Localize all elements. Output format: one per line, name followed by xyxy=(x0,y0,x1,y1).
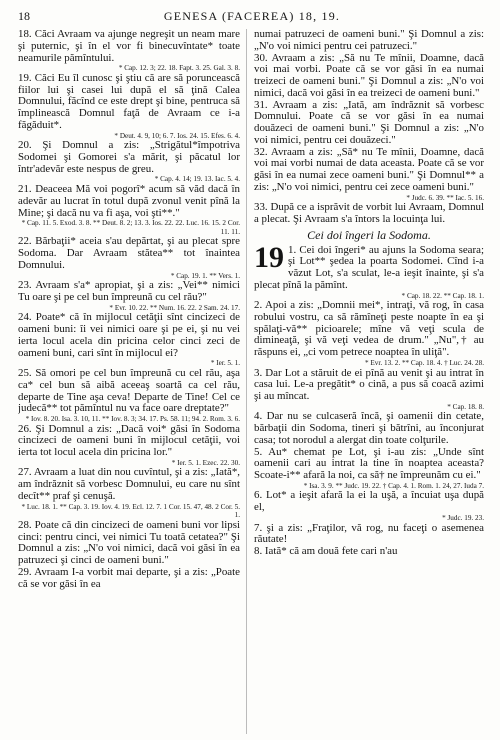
verse xyxy=(254,368,484,412)
verse-text: 32. Avraam a zis: „Să* nu Te mînii, Doamne, dacă voi mai vorbi numai de data aceasta. Poate că se vor găsi în ea numai zece oameni buni." Şi Domnul** a zis: „N'o voi nimici, pentru cei zece oameni buni." xyxy=(254,145,484,193)
verse-text: 22. Bărbaţii* aceia s'au depărtat, şi au plecat spre Sodoma. Dar Avraam stătea** tot înaintea Domnului. xyxy=(18,235,240,271)
cross-reference: * Luc. 18. 1. ** Cap. 3. 19. Iov. 4. 19. Ecl. 12. 7. 1 Cor. 15. 47, 48. 2 Cor. 5. 1. xyxy=(21,502,240,520)
verse-text: 21. Deaceea Mă voi pogorî* acum să văd dacă în adevăr au lucrat în totul după zvonul venit pînă la Mine; şi dacă nu va fi aşa, voi şti**." xyxy=(18,183,240,219)
cross-reference: * Cap. 18. 22. ** Cap. 18. 1. xyxy=(401,291,484,300)
verse xyxy=(18,520,240,567)
cross-reference: * Deut. 4. 9, 10; 6. 7. Ios. 24. 15. Efes. 6. 4. xyxy=(114,131,240,140)
verse-text: 26. Şi Domnul a zis: „Dacă voi* găsi în Sodoma cincizeci de oameni buni în mijlocul cetăţii, voi ierta tot locul acela din pricina lor." xyxy=(18,422,240,459)
running-title: GENESA (FACEREA) 18, 19. xyxy=(163,9,341,23)
chapter-19-start xyxy=(254,240,484,558)
left-column xyxy=(18,29,240,737)
chapter-number: 19 xyxy=(254,240,284,274)
verse xyxy=(254,546,484,558)
verse xyxy=(18,567,240,591)
verse-text: 4. Dar nu se culcaseră încă, şi oamenii din cetate, bărbaţii din Sodoma, tineri şi bătrîni, au înconjurat casa; tot norodul a alergat din toate colţurile. xyxy=(254,410,484,446)
section-heading: Cei doi îngeri la Sodoma. xyxy=(307,227,431,242)
verse xyxy=(18,29,240,73)
cross-reference: * Judc. 6. 39. ** Iac. 5. 16. xyxy=(406,193,484,202)
right-column-verses-ch18 xyxy=(254,29,484,226)
verse xyxy=(18,184,240,236)
verse-text: 24. Poate* că în mijlocul cetăţii sînt cincizeci de oameni buni: îi vei nimici oare şi pe ei, şi nu vei ierta locul acela din pricina celor cinci zeci de oameni buni, cari sînt în mijlocul ei? xyxy=(18,311,240,359)
verse-text: 1. Cei doi îngeri* au ajuns la Sodoma seara; şi Lot** şedea la poarta Sodomei. Cînd i-a văzut Lot, s'a sculat, le-a ieşit înainte, şi s'a plecat pînă la pămînt. xyxy=(254,243,484,291)
verse-text: 20. Şi Domnul a zis: „Strigătul*împotriva Sodomei şi Gomorei s'a mărit, şi păcatul lor într'adevăr este nespus de greu. xyxy=(18,139,240,175)
verse xyxy=(254,240,484,301)
verse xyxy=(18,424,240,468)
right-column-verses-ch19 xyxy=(254,240,484,558)
verse xyxy=(254,202,484,226)
verse-text: 28. Poate că din cincizeci de oameni buni vor lipsi cinci: pentru cinci, vei nimici Tu toată cetatea?" Şi Domnul a zis: „N'o voi nimici, dacă voi găsi în ea patruzeci şi cinci de oameni buni." xyxy=(18,518,240,567)
page-number: 18 xyxy=(18,9,30,23)
verse-text: 33. După ce a isprăvit de vorbit lui Avraam, Domnul a plecat. Şi Avraam s'a întors la locuinţa lui. xyxy=(254,201,484,225)
right-column xyxy=(254,29,484,737)
verse xyxy=(18,140,240,184)
verse xyxy=(18,368,240,424)
cross-reference: * Isa. 3. 9. ** Judc. 19. 22. † Cap. 4. 1. Rom. 1. 24, 27. Iuda 7. xyxy=(303,481,484,490)
verse-text: 8. Iată* că am două fete cari n'au xyxy=(254,545,398,558)
verse xyxy=(254,300,484,367)
verse xyxy=(254,147,484,203)
cross-reference: * Ier. 5. 1. xyxy=(210,359,240,368)
cross-reference: * Cap. 18. 8. xyxy=(447,402,484,411)
verse-text: 25. Să omori pe cel bun împreună cu cel rău, aşa ca* cel bun să aibă aceeaş soartă ca cel rău, departe de Tine aşa ceva! Departe de Tine! Cel ce judecă** tot pămîntul nu va face oare dreptate?" xyxy=(18,367,240,415)
cross-reference: * Cap. 19. 1. ** Vers. 1. xyxy=(170,271,240,280)
verse-text: 2. Apoi a zis: „Domnii mei*, intraţi, vă rog, în casa robului vostru, ca să rămîneţi peste noapte în ea şi spălaţi-vă** picioarele; mîne vă veţi scula de dimineaţă, şi vă veţi vedea de drum." „Nu",† au răspuns ei, „ci vom petrece noaptea în uliţă". xyxy=(254,299,484,359)
verse-text: 3. Dar Lot a stăruit de ei pînă au venit şi au intrat în casa lui. Le-a pregătit* o cină, a pus să coacă azimi şi au mîncat. xyxy=(254,366,484,403)
verse xyxy=(18,236,240,280)
verse xyxy=(254,411,484,446)
verse xyxy=(254,29,484,53)
verse xyxy=(18,312,240,368)
verse xyxy=(254,523,484,547)
verse-text: 29. Avraam I-a vorbit mai departe, şi a zis: „Poate că se vor găsi în ea xyxy=(18,565,240,590)
cross-reference: * Evr. 13. 2. ** Cap. 18. 4. † Luc. 24. 28. xyxy=(365,358,484,367)
cross-reference: * Ier. 5. 1. Ezec. 22. 30. xyxy=(171,458,240,467)
verse-text: 6. Lot* a ieşit afară la ei la uşă, a încuiat uşa după el, xyxy=(254,489,484,514)
column-divider xyxy=(246,29,247,734)
cross-reference: * Evr. 10. 22. ** Num. 16. 22. 2 Sam. 24. 17. xyxy=(109,303,240,312)
verse xyxy=(18,73,240,140)
verse-text: 7. şi a zis: „Fraţilor, vă rog, nu faceţi o asemenea răutate! xyxy=(254,521,484,546)
verse xyxy=(254,53,484,100)
verse xyxy=(18,467,240,519)
verse xyxy=(254,100,484,147)
verse-text: 5. Au* chemat pe Lot, şi i-au zis: „Unde sînt oamenii cari au intrat la tine în noaptea aceasta? Scoate-i** afară la noi, ca să† ne împreunăm cu ei." xyxy=(254,445,484,482)
verse-text: 31. Avraam a zis: „Iată, am îndrăznit să vorbesc Domnului. Poate că se vor găsi în ea numai douăzeci de oameni buni." Şi Domnul a zis: „N'o voi nimici, pentru cei douăzeci." xyxy=(254,98,484,146)
verse-text: 23. Avraam s'a* apropiat, şi a zis: „Vei** nimici Tu oare şi pe cel bun împreună cu cel rău?" xyxy=(18,279,240,304)
cross-reference: * Judc. 19. 23. xyxy=(442,513,484,522)
verse-text: 18. Căci Avraam va ajunge negreşit un neam mare şi puternic, şi în el vor fi binecuvîntate* toate neamurile pămîntului. xyxy=(18,29,240,64)
page-header xyxy=(18,8,486,24)
verse-text: 19. Căci Eu îl cunosc şi ştiu că are să poruncească fiilor lui şi casei lui după el să ţină Calea Domnului, făcînd ce este drept şi bine, pentruca să împlinească Domnul faţă de Avraam ce i-a făgăduit*. xyxy=(18,71,240,131)
cross-reference: * Cap. 4. 14; 19. 13. Iac. 5. 4. xyxy=(154,175,240,184)
verse xyxy=(254,447,484,491)
verse-text: 30. Avraam a zis: „Să nu Te mînii, Doamne, dacă voi mai vorbi. Poate că se vor găsi în ea numai treizeci de oameni buni." Şi Domnul a zis: „N'o voi nimici, dacă voi găsi în ea treizeci de oameni buni." xyxy=(254,51,484,99)
cross-reference: * Cap. 11. 5. Exod. 3. 8. ** Deut. 8. 2; 13. 3. Ios. 22. 22. Luc. 16. 15. 2 Cor. 11. 11. xyxy=(21,219,240,236)
verse xyxy=(18,280,240,312)
verse-text: numai patruzeci de oameni buni." Şi Domnul a zis: „N'o voi nimici pentru cei patruzeci." xyxy=(254,29,484,52)
verse-text: 27. Avraam a luat din nou cuvîntul, şi a zis: „Iată*, am îndrăznit să vorbesc Domnului, eu care nu sînt decît** praf şi cenuşă. xyxy=(18,466,240,502)
cross-reference: * Cap. 12. 3; 22. 18. Fapt. 3. 25. Gal. 3. 8. xyxy=(118,64,240,73)
cross-reference: * Iov. 8. 20. Isa. 3. 10, 11. ** Iov. 8. 3; 34. 17. Ps. 58. 11; 94. 2. Rom. 3. 6. xyxy=(25,415,240,423)
verse xyxy=(254,490,484,522)
